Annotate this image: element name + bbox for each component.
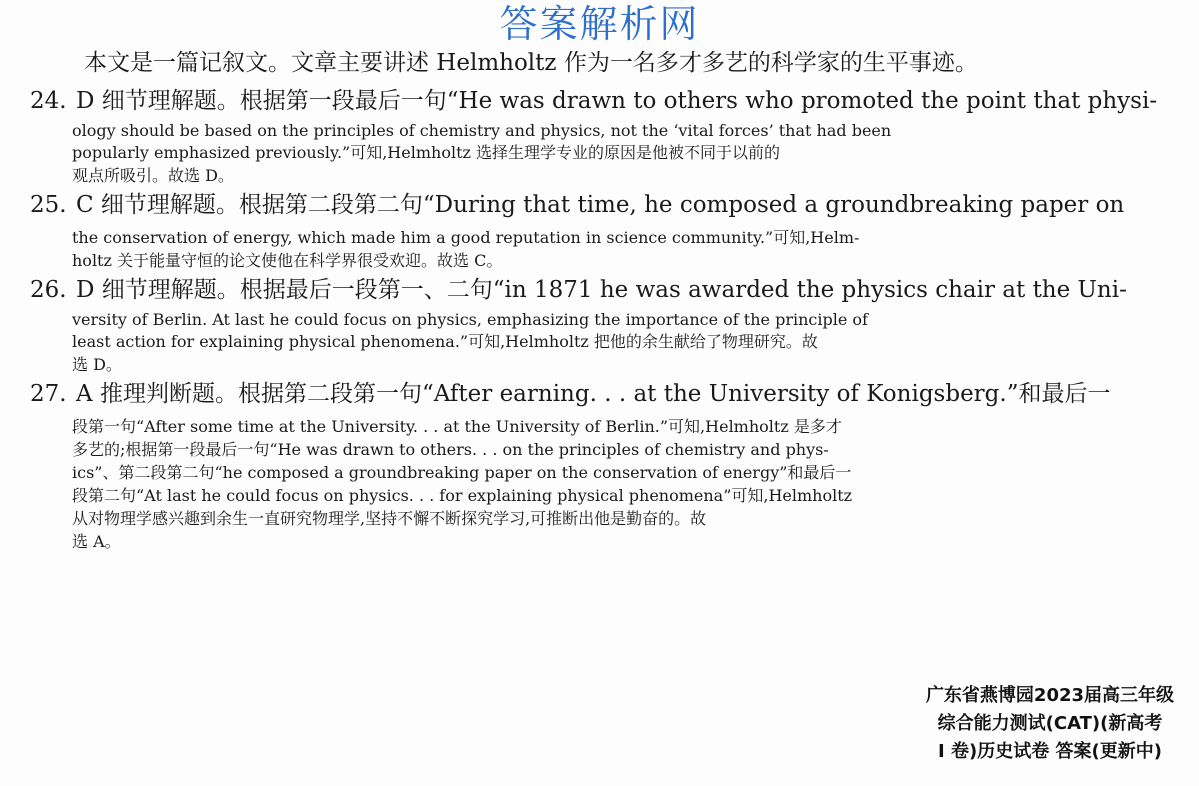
answer-item-27 [30,375,1170,414]
answer-text: 细节理解题。根据最后一段第一、二句“in 1871 he was awarded the physics chair at the Uni- [101,277,1127,303]
answer-letter: D [76,88,95,114]
answer-line [72,82,1157,121]
watermark-text: 答案解析网 [499,2,700,46]
answer-line: 观点所吸引。故选 D。 [72,166,234,185]
answer-text: 细节理解题。根据第二段第二句“During that time, he composed a groundbreaking paper on [100,192,1125,218]
intro-paragraph: 本文是一篇记叙文。文章主要讲述 Helmholtz 作为一名多才多艺的科学家的生平事迹。 [84,50,978,76]
caption-line: 综合能力测试(CAT)(新高考 [937,713,1163,734]
answer-document [30,44,1170,552]
question-number: 27. [30,381,67,407]
answer-letter: D [76,277,95,303]
answer-line: 段第一句“After some time at the University. . . at the University of Berlin.”可知,Helmholtz 是多才 [72,417,842,436]
question-number: 25. [30,192,67,218]
answer-line: ics”、第二段第二句“he composed a groundbreaking paper on the conservation of energy”和最后一 [72,463,852,482]
answer-letter: A [76,381,93,407]
answer-item-25 [30,186,1170,225]
caption-line: 广东省燕博园2023届高三年级 [925,685,1175,706]
answer-item-26 [30,271,1170,310]
answer-line: 段第二句“At last he could focus on physics. . . for explaining physical phenomena”可知,Helmholtz [72,486,853,505]
answer-line: popularly emphasized previously.”可知,Helmholtz 选择生理学专业的原因是他被不同于以前的 [72,143,781,162]
question-number: 24. [30,88,67,114]
answer-line: holtz 关于能量守恒的论文使他在科学界很受欢迎。故选 C。 [72,251,503,270]
answer-text: 细节理解题。根据第一段最后一句“He was drawn to others who promoted the point that physi- [101,88,1158,114]
answer-line: 从对物理学感兴趣到余生一直研究物理学,坚持不懈不断探究学习,可推断出他是勤奋的。故 [72,509,707,528]
overlay-caption [905,682,1195,766]
answer-line: 选 A。 [72,532,121,551]
question-number: 26. [30,277,67,303]
answer-line: least action for explaining physical phenomena.”可知,Helmholtz 把他的余生献给了物理研究。故 [72,332,818,351]
answer-text: 推理判断题。根据第二段第一句“After earning. . . at the University of Konigsberg.”和最后一 [99,381,1111,407]
answer-line: ology should be based on the principles of chemistry and physics, not the ‘vital forces’ that had been [72,121,892,140]
answer-line: the conservation of energy, which made him a good reputation in science community.”可知,Helm- [72,228,860,247]
answer-letter: C [76,192,94,218]
caption-line: I 卷)历史试卷 答案(更新中) [938,741,1162,762]
answer-line: 选 D。 [72,355,122,374]
answer-line: 多艺的;根据第一段最后一句“He was drawn to others. . . on the principles of chemistry and phys- [72,440,829,459]
answer-line: versity of Berlin. At last he could focus on physics, emphasizing the importance of the principle of [72,310,868,329]
answer-item-24 [30,82,1170,121]
